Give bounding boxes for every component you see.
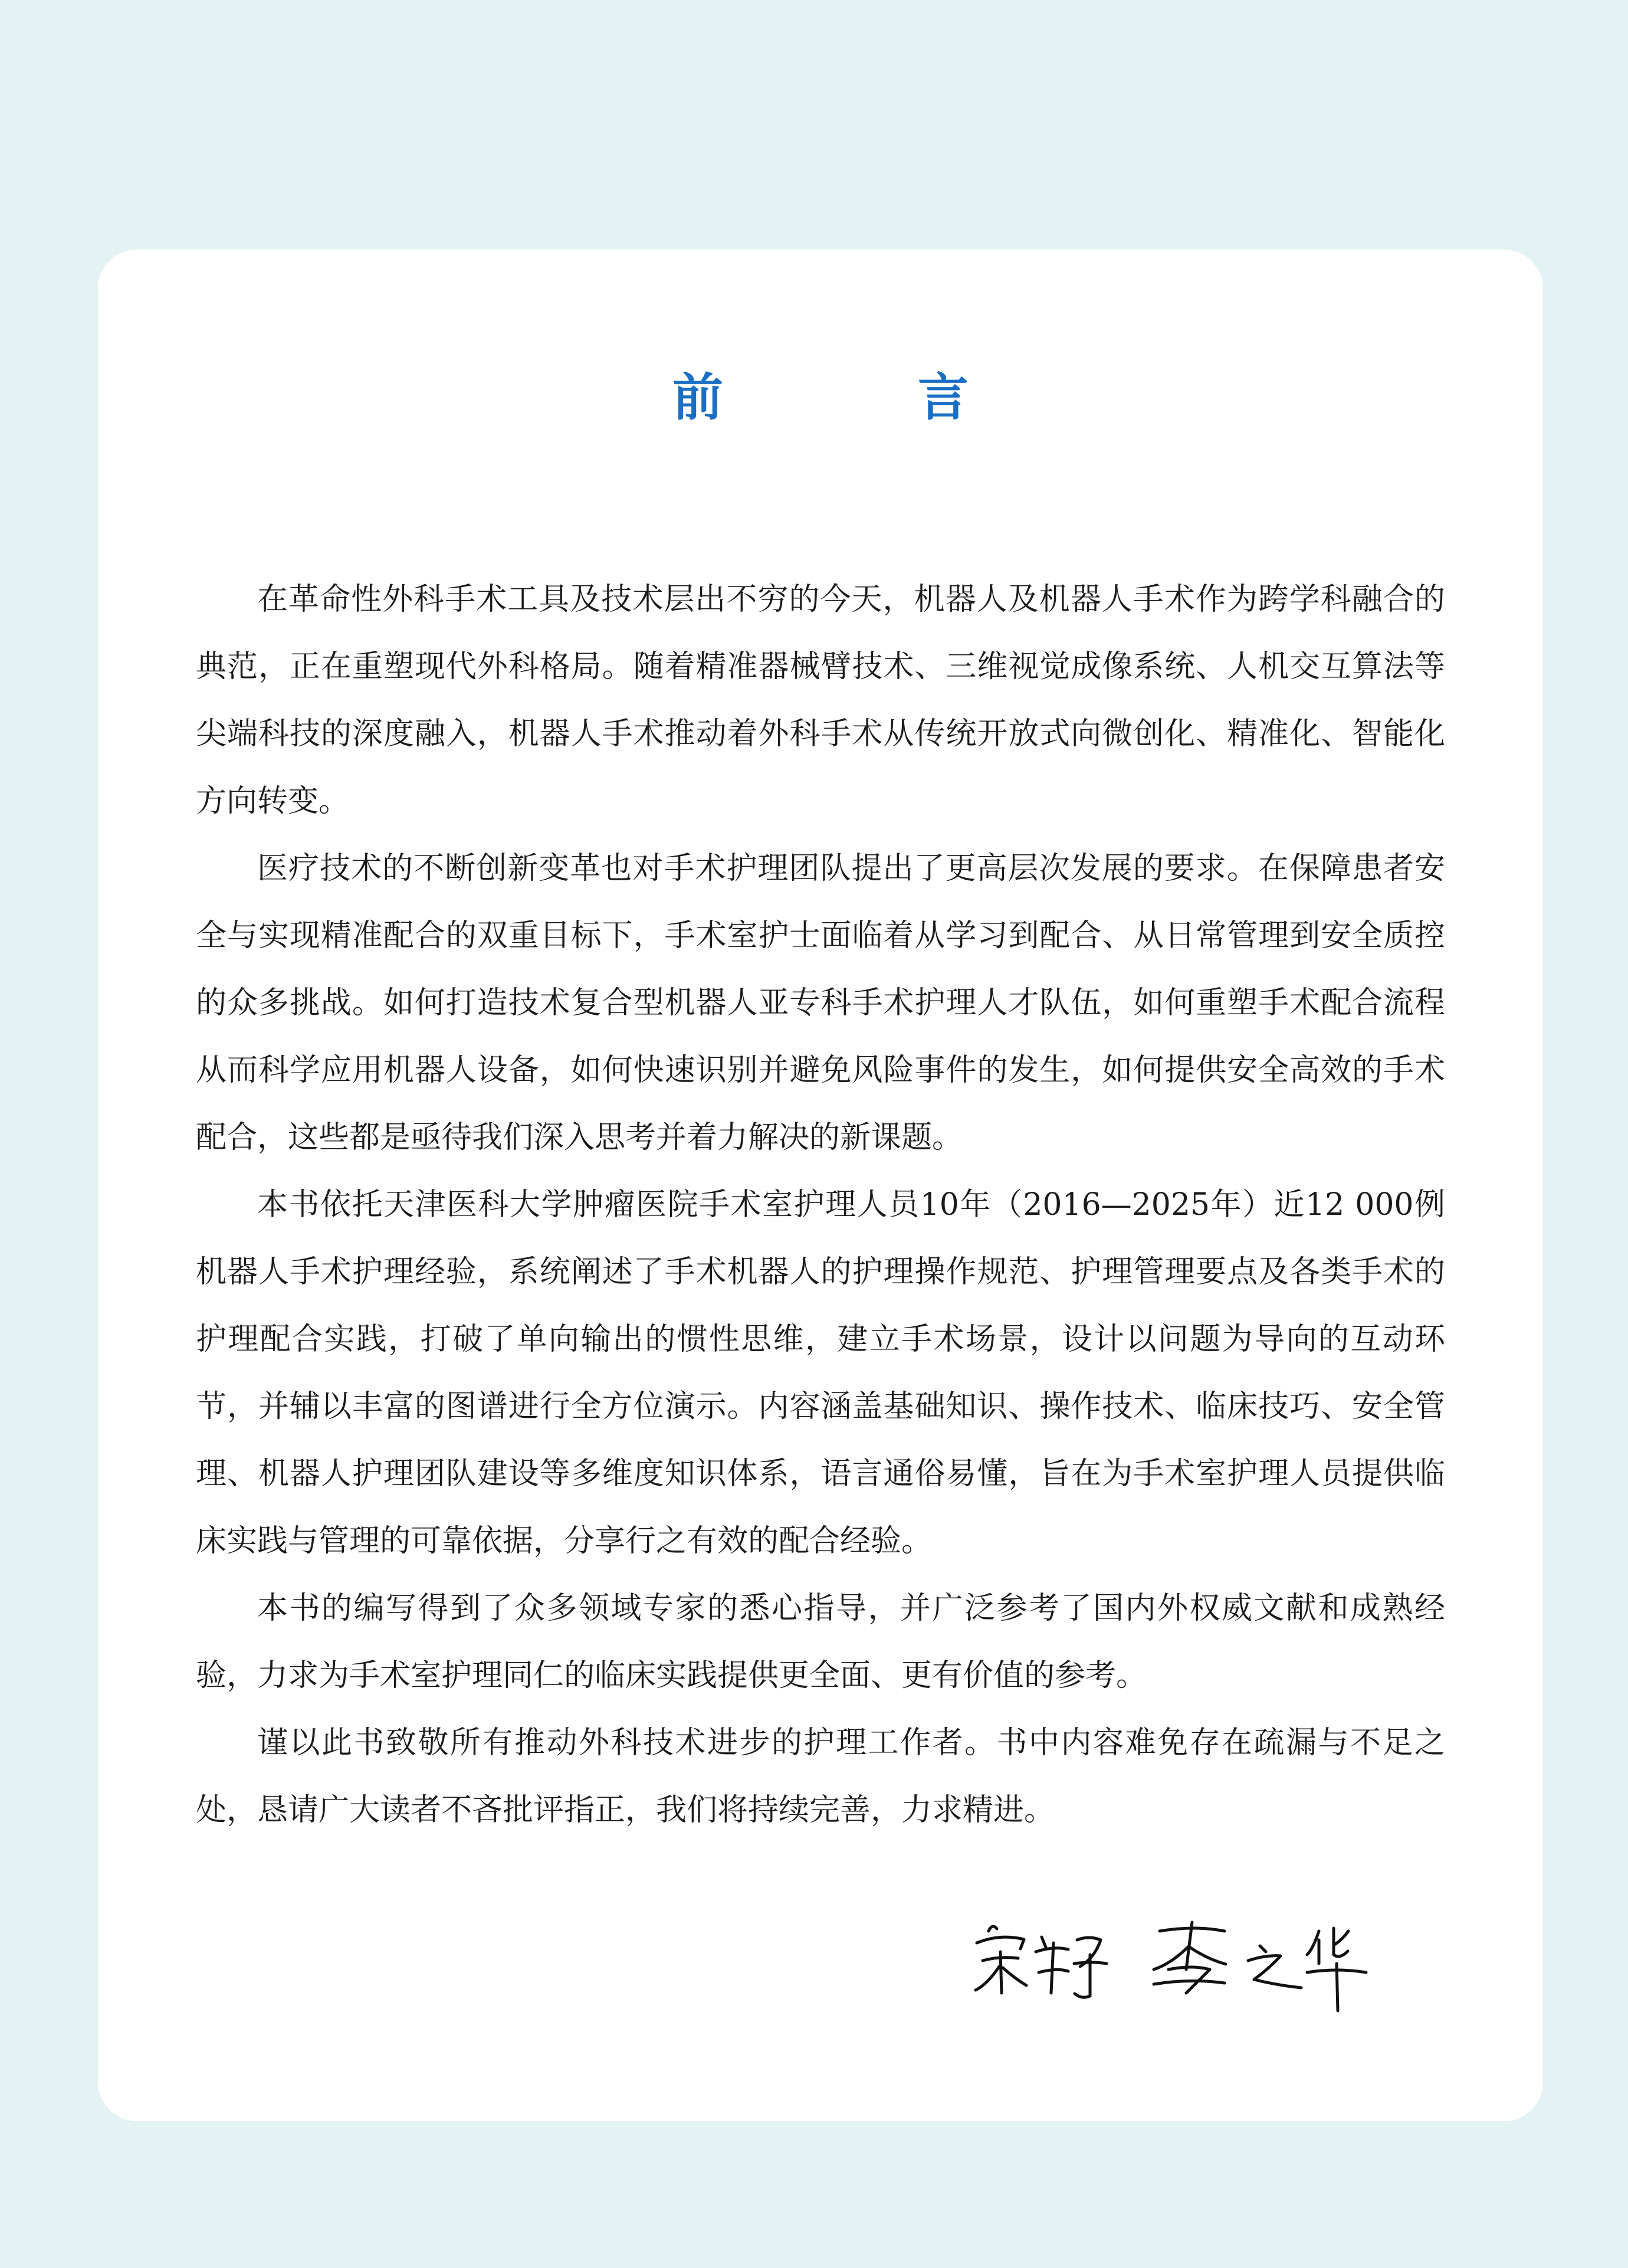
- paragraph-4: 本书的编写得到了众多领域专家的悉心指导，并广泛参考了国内外权威文献和成熟经验，力求为手术室护理同仁的临床实践提供更全面、更有价值的参考。: [196, 1591, 1445, 1693]
- signature-image: [965, 1896, 1413, 2014]
- page-title: 前 言: [672, 368, 1057, 427]
- paragraph-3: 本书依托天津医科大学肿瘤医院手术室护理人员10年（2016—2025年）近12 000例机器人手术护理经验，系统阐述了手术机器人的护理操作规范、护理管理要点及各类手术的护理配合实践，打破了单向输出的惯性思维，建立手术场景，设计以问题为导向的互动环节，并辅以丰富的图谱进行全方位演示。内容涵盖基础知识、操作技术、临床技巧、安全管理、机器人护理团队建设等多维度知识体系，语言通俗易懂，旨在为手术室护理人员提供临床实践与管理的可靠依据，分享行之有效的配合经验。: [196, 1187, 1445, 1559]
- paragraph-5: 谨以此书致敬所有推动外科技术进步的护理工作者。书中内容难免存在疏漏与不足之处，恳请广大读者不吝批评指正，我们将持续完善，力求精进。: [196, 1725, 1445, 1828]
- preface-body: [196, 566, 1445, 1844]
- page-card: [98, 250, 1543, 2121]
- paragraph-1: 在革命性外科手术工具及技术层出不穷的今天，机器人及机器人手术作为跨学科融合的典范，正在重塑现代外科格局。随着精准器械臂技术、三维视觉成像系统、人机交互算法等尖端科技的深度融入，机器人手术推动着外科手术从传统开放式向微创化、精准化、智能化方向转变。: [196, 582, 1445, 819]
- author-signature: [965, 1896, 1413, 2014]
- paragraph-2: 医疗技术的不断创新变革也对手术护理团队提出了更高层次发展的要求。在保障患者安全与实现精准配合的双重目标下，手术室护士面临着从学习到配合、从日常管理到安全质控的众多挑战。如何打造技术复合型机器人亚专科手术护理人才队伍，如何重塑手术配合流程从而科学应用机器人设备，如何快速识别并避免风险事件的发生，如何提供安全高效的手术配合，这些都是亟待我们深入思考并着力解决的新课题。: [196, 851, 1445, 1155]
